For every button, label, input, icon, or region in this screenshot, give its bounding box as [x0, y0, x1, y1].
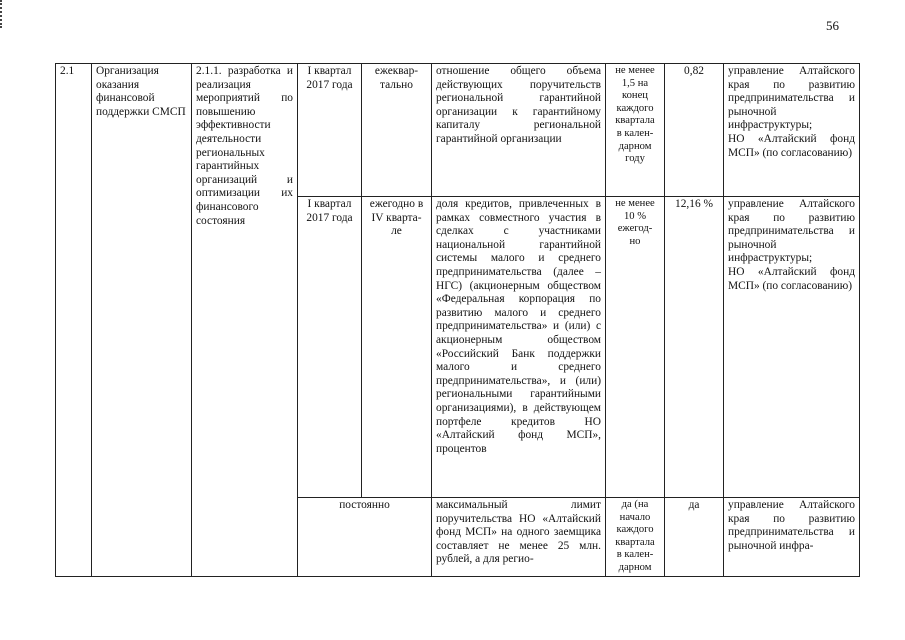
value-cell: 12,16 %	[665, 197, 724, 498]
deadline-cell: I квартал 2017 года	[298, 64, 362, 197]
deadline-cell: I квартал 2017 года	[298, 197, 362, 498]
deadline-cell: постоянно	[298, 498, 432, 577]
indicator-cell: доля кредитов, привлеченных в рамках совместного участия в сделках с участниками национальной гарантийной системы малого и среднего предпринимательства (далее – НГС) (акционерным обществом «Федеральная корпорация по развитию малого и среднего предпринимательства» и (или) с акционерным обществом «Российский Банк поддержки малого и среднего предпринимательства», и (или) региональными гарантийными организациями), в действующем портфеле кредитов НО «Алтайский фонд МСП», процентов	[432, 197, 606, 498]
periodicity-cell: ежеквар- тально	[362, 64, 432, 197]
responsible-cell: управление Алтайского края по развитию предпринимательства и рыночной инфра-	[724, 498, 860, 577]
indicator-cell: максимальный лимит поручительства НО «Алтайский фонд МСП» на одного заемщика составляет не менее 25 млн. рублей, а для регио-	[432, 498, 606, 577]
value-cell: да	[665, 498, 724, 577]
value-cell: 0,82	[665, 64, 724, 197]
target-cell: да (на начало каждого квартала в кален- дарном	[606, 498, 665, 577]
plan-table	[55, 63, 860, 577]
target-cell: не менее 1,5 на конец каждого квартала в кален- дарном году	[606, 64, 665, 197]
responsible-cell: управление Алтайского края по развитию предпринимательства и рыночной инфраструктуры; НО «Алтайский фонд МСП» (по согласованию)	[724, 197, 860, 498]
responsible-cell: управление Алтайского края по развитию предпринимательства и рыночной инфраструктуры; НО «Алтайский фонд МСП» (по согласованию)	[724, 64, 860, 197]
periodicity-cell: ежегодно в IV кварта- ле	[362, 197, 432, 498]
scan-edge-mark	[0, 0, 5, 28]
task-cell: Организация оказания финансовой поддержки СМСП	[92, 64, 192, 577]
indicator-cell: отношение общего объема действующих поручительств региональной гарантийной организации к гарантийному капиталу региональной гарантийной организации	[432, 64, 606, 197]
target-cell: не менее 10 % ежегод- но	[606, 197, 665, 498]
row-number-cell: 2.1	[56, 64, 92, 577]
event-cell: 2.1.1. разработка и реализация мероприятий по повышению эффективности деятельности региональных гарантийных организаций и оптимизации их финансового состояния	[192, 64, 298, 577]
table-row	[56, 64, 860, 197]
page-number: 56	[826, 18, 839, 33]
